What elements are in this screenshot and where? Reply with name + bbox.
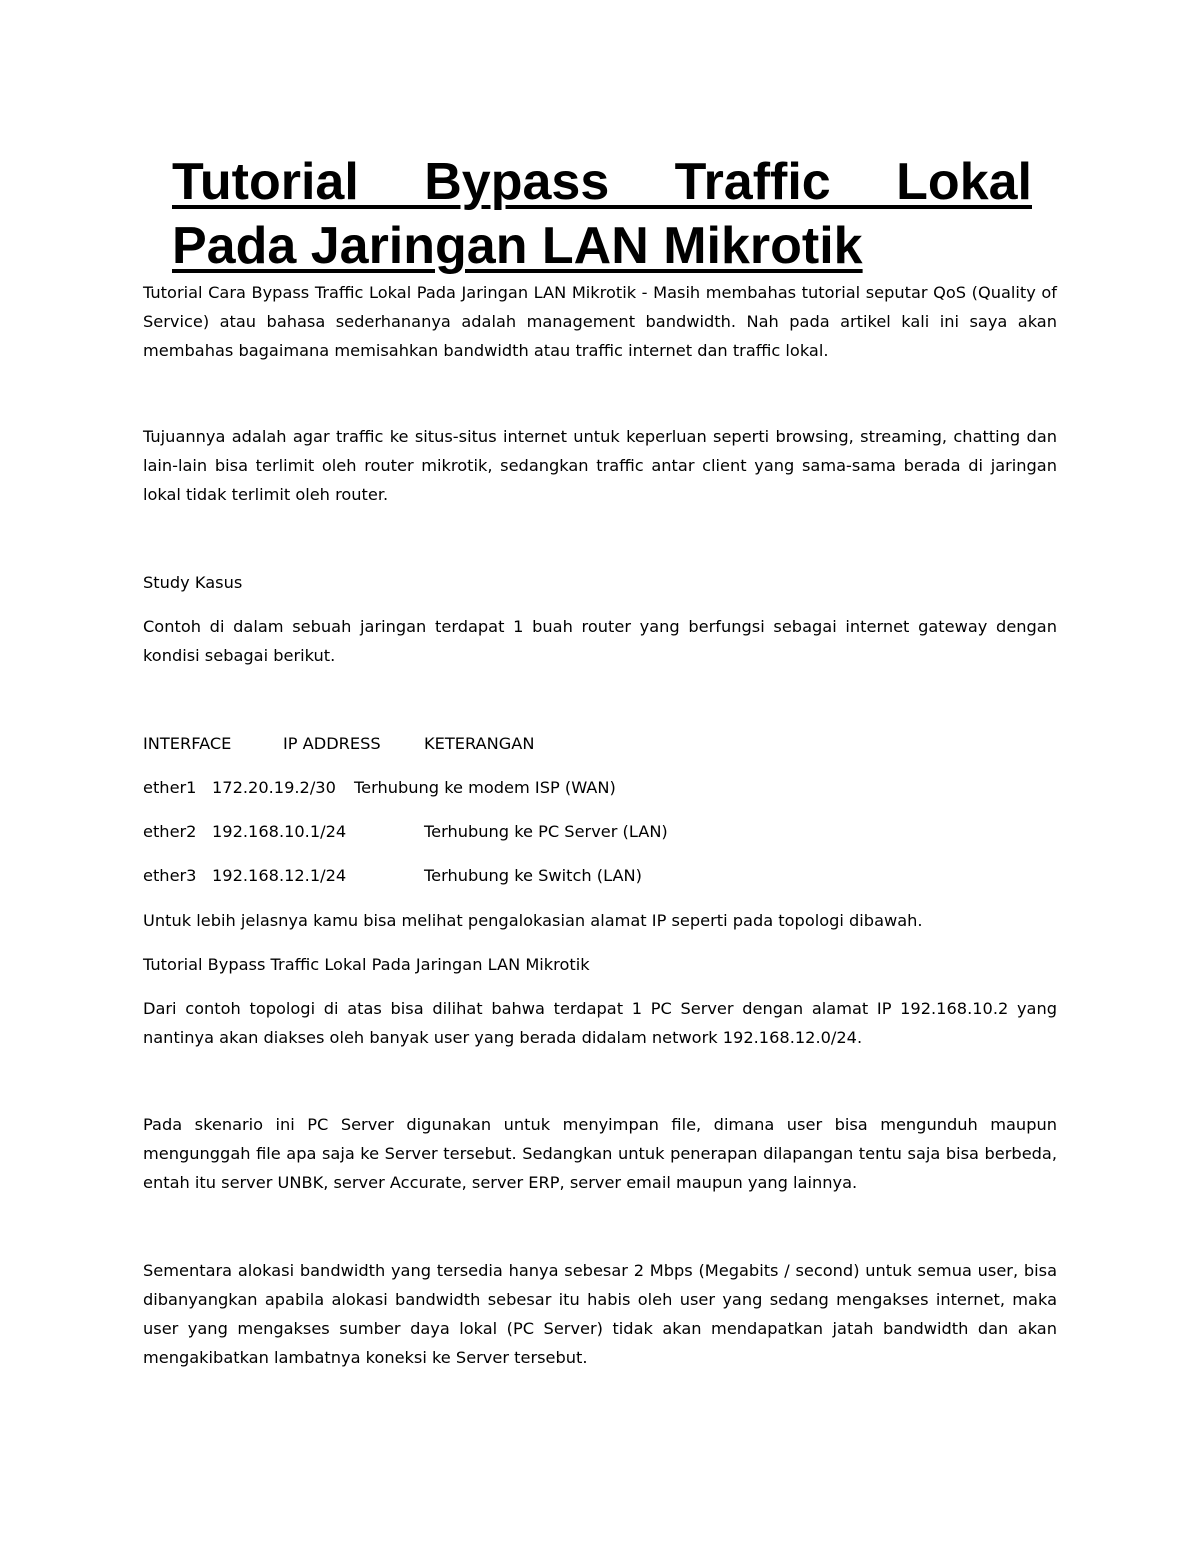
bandwidth-paragraph: Sementara alokasi bandwidth yang tersedia hanya sebesar 2 Mbps (Megabits / second) untuk semua user, bisa dibanyangkan apabila alokasi bandwidth sebesar itu habis oleh user yang sedang mengakses internet, maka user yang mengakses sumber daya lokal (PC Server) tidak akan mendapatkan jatah bandwidth dan akan mengakibatkan lambatnya koneksi ke Server tersebut. <box>143 1261 1057 1367</box>
table-row-2-ip: 192.168.10.1/24 <box>212 822 347 841</box>
table-row-3-ip: 192.168.12.1/24 <box>212 866 347 885</box>
table-row-2-interface: ether2 <box>143 822 197 841</box>
table-row-1-interface: ether1 <box>143 778 197 797</box>
table-row-2-desc: Terhubung ke PC Server (LAN) <box>424 822 668 841</box>
title-line-1: Tutorial Bypass Traffic Lokal <box>172 153 1032 211</box>
intro-paragraph: Tutorial Cara Bypass Traffic Lokal Pada Jaringan LAN Mikrotik - Masih membahas tutorial seputar QoS (Quality of Service) atau bahasa sederhananya adalah management bandwidth. Nah pada artikel kali ini saya akan membahas bagaimana memisahkan bandwidth atau traffic internet dan traffic lokal. <box>143 283 1057 360</box>
table-row-3-interface: ether3 <box>143 866 197 885</box>
purpose-paragraph: Tujuannya adalah agar traffic ke situs-situs internet untuk keperluan seperti browsing, streaming, chatting dan lain-lain bisa terlimit oleh router mikrotik, sedangkan traffic antar client yang sama-sama berada di jaringan lokal tidak terlimit oleh router. <box>143 427 1057 504</box>
topology-intro-paragraph: Untuk lebih jelasnya kamu bisa melihat pengalokasian alamat IP seperti pada topologi dibawah. <box>143 911 923 930</box>
table-row-1-ip: 172.20.19.2/30 <box>212 778 336 797</box>
server-scenario-paragraph: Pada skenario ini PC Server digunakan untuk menyimpan file, dimana user bisa mengunduh maupun mengunggah file apa saja ke Server tersebut. Sedangkan untuk penerapan dilapangan tentu saja bisa berbeda, entah itu server UNBK, server Accurate, server ERP, server email maupun yang lainnya. <box>143 1115 1057 1192</box>
table-row-1-desc: Terhubung ke modem ISP (WAN) <box>354 778 616 797</box>
table-header-keterangan: KETERANGAN <box>424 734 535 753</box>
table-row-3-desc: Terhubung ke Switch (LAN) <box>424 866 642 885</box>
example-paragraph: Contoh di dalam sebuah jaringan terdapat 1 buah router yang berfungsi sebagai internet gateway dengan kondisi sebagai berikut. <box>143 617 1057 665</box>
table-header-interface: INTERFACE <box>143 734 232 753</box>
topology-description-paragraph: Dari contoh topologi di atas bisa dilihat bahwa terdapat 1 PC Server dengan alamat IP 192.168.10.2 yang nantinya akan diakses oleh banyak user yang berada didalam network 192.168.12.0/24. <box>143 999 1057 1047</box>
table-header-ip-address: IP ADDRESS <box>283 734 381 753</box>
study-case-heading: Study Kasus <box>143 573 243 592</box>
topology-caption: Tutorial Bypass Traffic Lokal Pada Jaringan LAN Mikrotik <box>143 955 590 974</box>
document-title <box>172 150 1032 278</box>
title-line-2: Pada Jaringan LAN Mikrotik <box>172 217 863 275</box>
